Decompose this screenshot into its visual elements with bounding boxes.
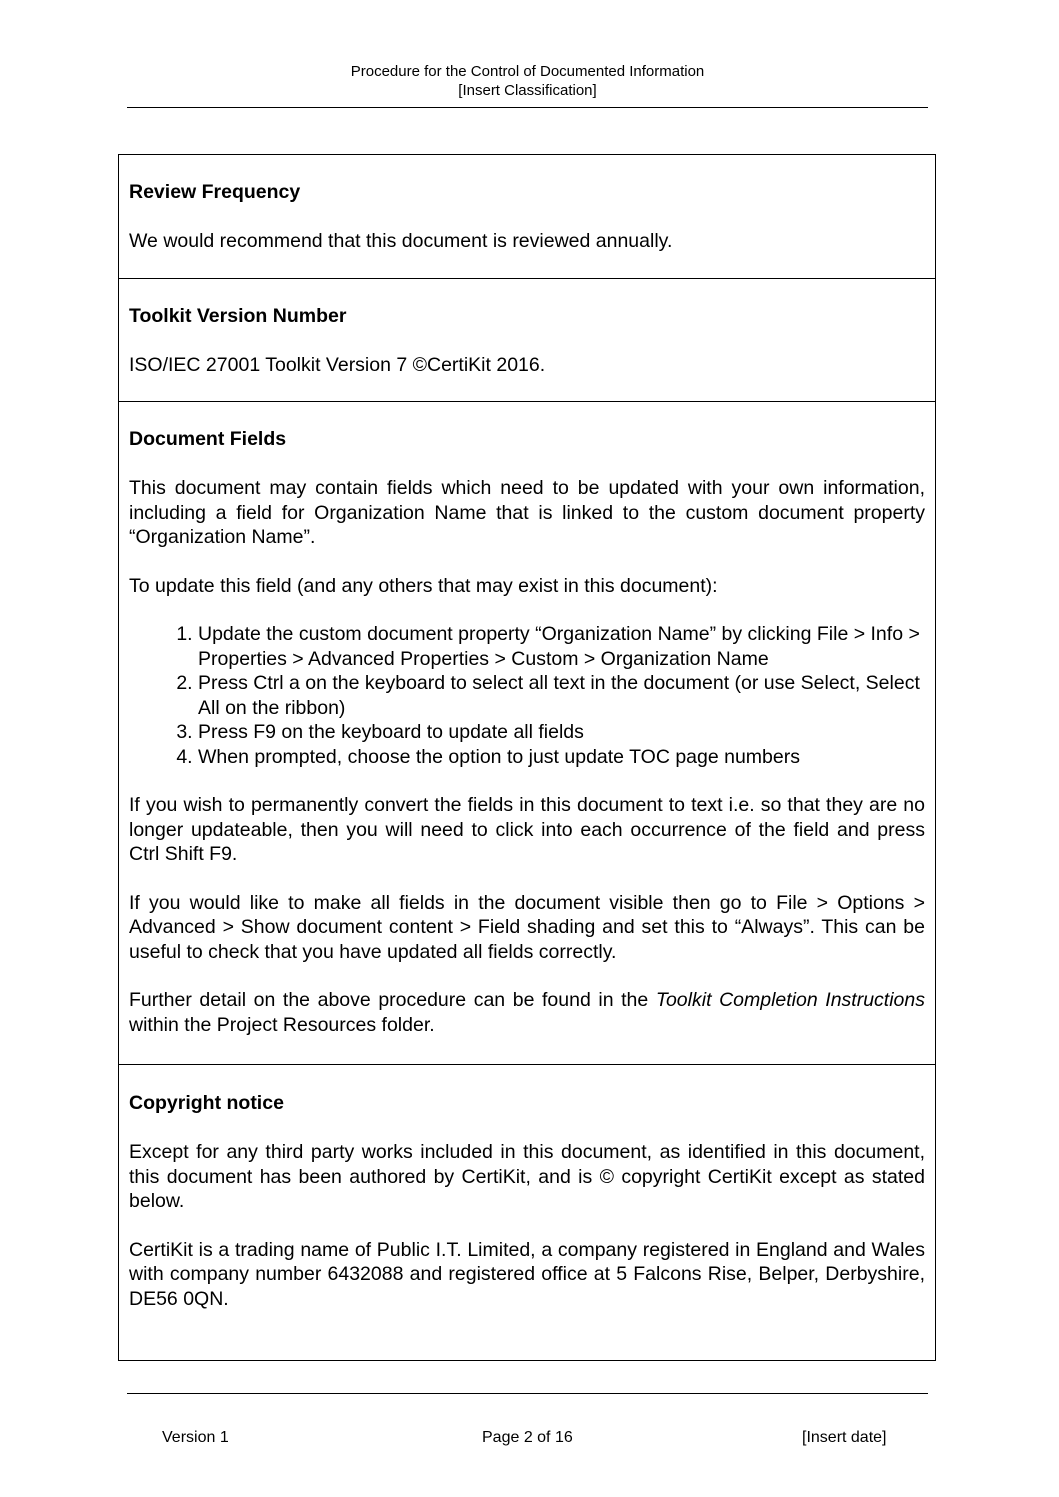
info-box xyxy=(118,154,936,1361)
header-divider xyxy=(127,107,928,108)
fields-visible: If you would like to make all fields in the document visible then go to File > Options > Advanced > Show document content > Field shading and set this to “Always”. This can be useful to check that you have updated all fields correctly. xyxy=(129,891,925,963)
section-title: Copyright notice xyxy=(129,1092,284,1114)
footer-page-number: Page 2 of 16 xyxy=(482,1429,573,1446)
fields-lead: To update this field (and any others that may exist in this document): xyxy=(129,574,718,597)
section-text: We would recommend that this document is reviewed annually. xyxy=(129,230,673,252)
footer-divider xyxy=(127,1393,928,1394)
list-item: 2. Press Ctrl a on the keyboard to select all text in the document (or use Select, Select All on the ribbon) xyxy=(198,671,925,720)
section-title: Review Frequency xyxy=(129,181,301,203)
footer-date: [Insert date] xyxy=(802,1429,887,1446)
section-text: ISO/IEC 27001 Toolkit Version 7 ©CertiKit 2016. xyxy=(129,354,546,376)
section-document-fields xyxy=(119,402,935,1065)
update-steps-list xyxy=(129,622,925,769)
list-item: 3. Press F9 on the keyboard to update all fields xyxy=(198,720,925,745)
classification-label: [Insert Classification] xyxy=(458,82,597,99)
section-copyright xyxy=(119,1065,935,1360)
further-text-pre: Further detail on the above procedure can be found in the xyxy=(129,989,656,1011)
list-item: 4. When prompted, choose the option to just update TOC page numbers xyxy=(198,745,925,770)
section-title: Document Fields xyxy=(129,428,287,450)
further-text-post: within the Project Resources folder. xyxy=(129,1013,435,1036)
section-review-frequency xyxy=(119,155,935,279)
toolkit-instructions-reference: Toolkit Completion Instructions xyxy=(655,989,925,1011)
section-toolkit-version xyxy=(119,279,935,402)
fields-further xyxy=(129,988,925,1037)
company-details: CertiKit is a trading name of Public I.T. Limited, a company registered in England and Wales with company number 6432088 and registered office at 5 Falcons Rise, Belper, Derbyshire, DE56 0QN. xyxy=(129,1238,925,1310)
page-header xyxy=(127,62,928,100)
fields-intro: This document may contain fields which need to be updated with your own information, including a field for Organization Name that is linked to the custom document property “Organization Name”. xyxy=(129,477,925,548)
section-title: Toolkit Version Number xyxy=(129,305,347,327)
footer-version: Version 1 xyxy=(162,1429,229,1446)
fields-convert: If you wish to permanently convert the fields in this document to text i.e. so that they are no longer updateable, then you will need to click into each occurrence of the field and press Ctrl Shift F9. xyxy=(129,794,925,865)
copyright-text: Except for any third party works included in this document, as identified in this document, this document has been authored by CertiKit, and is © copyright CertiKit except as stated below. xyxy=(129,1141,925,1212)
document-title: Procedure for the Control of Documented Information xyxy=(350,63,705,80)
list-item: 1. Update the custom document property “Organization Name” by clicking File > Info > Properties > Advanced Properties > Custom > Organization Name xyxy=(198,622,925,671)
